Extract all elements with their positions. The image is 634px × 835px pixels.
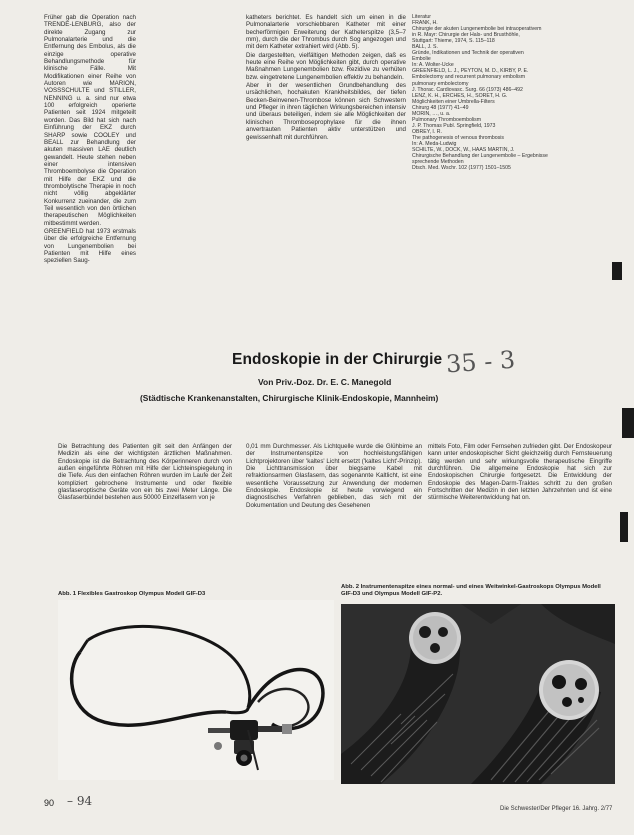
reference-line: Möglichkeiten einer Umbrella-Filters <box>412 98 495 105</box>
reference-line: Embolie <box>412 56 431 63</box>
paragraph: 0,01 mm Durchmesser. Als Lichtquelle wurde die Glühbirne an der Instrumentenspitze von hochleistungsfähigen Lichtprojektoren über 'kaltes' Licht ersetzt ('kaltes Licht'-Prinzip). Die Lichttransmission über biegsame Kabel mit refraktionsarmen Glasfasern, das sogenannte Kaltlicht, ist eine wesentliche Voraussetzung zur Anwendung der modernen Endoskopie. Endoskopie ist heute vorwiegend ein diagnostisches Verfahren geblieben, das sich mit der Dokumentation und Deutung des Gesehenen <box>246 443 422 509</box>
instrument-tips-image <box>341 604 615 784</box>
figure-2-caption: Abb. 2 Instrumentenspitze eines normal- und eines Weitwinkel-Gastroskops Olympus Modell GIF-D3 und Olympus Modell GIF-P2. <box>341 584 601 597</box>
reference-line: J. P. Thomas Publ. Springfield, 1973 <box>412 122 496 129</box>
page-number: 90 <box>44 798 55 808</box>
journal-footer: Die Schwester/Der Pfleger 16. Jahrg. 2/77 <box>500 806 613 812</box>
reference-line: MORIN, …, u. a. <box>412 110 451 117</box>
scan-edge-mark <box>620 512 628 542</box>
references-list <box>412 14 604 264</box>
reference-line: In: A. Wolter-Ucke <box>412 62 454 69</box>
article-institution: (Städtische Krankenanstalten, Chirurgische Klinik-Endoskopie, Mannheim) <box>140 393 439 403</box>
paragraph: mittels Foto, Film oder Fernsehen zufrieden gibt. Der Endoskopeur kann unter endoskopischer Sicht gleichzeitig durch Fernsteuerung tätig werden und sehr wirkungsvolle therapeutische Eingriffe durchführen. Die allgemeine Endoskopie hat sich zur Endoskopischen Chirurgie fortgesetzt. Die Entwicklung der Endoskopie des Magen-Darm-Traktes schritt zu den großen Fortschritten der Medizin in den letzten Jahrzehnten und ist eine stürmische Weiterentwicklung hat on. <box>428 443 612 502</box>
reference-line: J. Thorac. Cardiovasc. Surg. 66 (1973) 486–492 <box>412 86 523 93</box>
reference-line: pulmonary embolectomy <box>412 80 469 87</box>
reference-line: Pulmonary Thromboembolism <box>412 116 482 123</box>
paragraph: GREENFIELD hat 1973 erstmals über die erfolgreiche Entfernung von Lungenembolien bei Patienten mit Hilfe eines speziellen Saug- <box>44 227 136 265</box>
reference-line: Dtsch. Med. Wschr. 102 (1977) 1501–1505 <box>412 165 511 172</box>
scan-edge-mark <box>622 408 634 438</box>
reference-line: Chirurgie der akuten Lungenembolie bei intraoperativem <box>412 26 542 33</box>
paragraph: Die dargestellten, vielfältigen Methoden zeigen, daß es heute eine Reihe von Möglichkeiten gibt, durch operative Maßnahmen Lungenembolien bzw. Rezidive zu verhüten bzw. eingetretene Lungenembolien effektiv zu behandeln. <box>246 51 406 81</box>
paragraph: katheters berichtet. Es handelt sich um einen in die Pulmonalarterie vorschiebbaren Katheter mit einer becherförmigen Erweiterung der Katheterspitze (3,5–7 mm), durch die der Thrombus durch Sog angezogen und mit dem Katheter extrahiert wird (Abb. 5). <box>246 14 406 51</box>
reference-line: BALL, J. S. <box>412 44 438 51</box>
reference-line: OBREY, I. R. <box>412 128 442 135</box>
gastroscope-image <box>58 600 334 780</box>
reference-line: LENZ, K. H., ERCHES, H., SORET, H. G. <box>412 92 508 99</box>
handwritten-annotation: 35 - 3 <box>445 345 517 379</box>
figure-2-photo <box>341 604 615 784</box>
reference-line: in R. Mayr: Chirurgie der Hals- und Brusthöhle, <box>412 32 520 39</box>
top-column-1 <box>44 14 136 265</box>
figure-1-photo <box>58 600 334 780</box>
handwritten-page-number: – 94 <box>67 794 93 808</box>
top-column-2 <box>246 14 406 254</box>
figure-1-caption: Abb. 1 Flexibles Gastroskop Olympus Modell GIF-D3 <box>58 591 206 597</box>
paragraph: Die Betrachtung des Patienten gilt seit den Anfängen der Medizin als eine der wichtigsten ärztlichen Maßnahmen. Endoskopie ist die Betrachtung des Körperinneren durch von außen eingeführte Röhren mit Hilfe der Lichteinspiegelung in die Tiefe. Aus den einfachen Röhren wurden im Laufe der Zeit kompliziert gebrochene Instrumente und oder flexible glasfaseroptische Geräte von ein bis zwei Meter Länge. Die Glasfaserbündel bestehen aus 50000 Einzelfasern von je <box>58 443 232 502</box>
paragraph: Früher gab die Operation nach TRENDE-LENBURG, also der direkte Zugang zur Pulmonalarterie und die Entfernung des Embolus, als die einzige operative Behandlungsmethode für klinische Fälle. Mit Modifikationen einer Reihe von Autoren wie MARION, VOSSSCHULTE und STILLER, NENNING u. a. sind nur etwa 100 erfolgreich operierte Patienten seit 1924 mitgeteilt worden. Das Bild hat sich nach Einführung der EKZ durch SHARP sowie COOLEY und BEALL zur Behandlung der akuten massiven LAE deutlich gewandelt. Heute stehen neben einer intensiven Thromboembolyse die Operation mit Hilfe der EKZ und die thrombolytische Therapie in noch nicht völlig abgeklärter Konkurrenz zueinander, die zum Teil wesentlich von den örtlichen therapeutischen Möglichkeiten mitbestimmt werden. <box>44 14 136 227</box>
reference-line: SCHILTE, W., DOCK, W., HAAS MARTIN, J. <box>412 147 515 154</box>
reference-line: The pathogenesis of venous thrombosis <box>412 134 504 141</box>
reference-line: sprechende Methoden <box>412 159 464 166</box>
reference-line: In: A. Meda-Ludwig <box>412 140 457 147</box>
reference-line: Literatur <box>412 14 432 20</box>
reference-line: GREENFIELD, L. J., PEYTON, M. D., KIRBY, P. E. <box>412 68 529 75</box>
reference-line: Gründe, Indikationen und Technik der operativen <box>412 50 524 57</box>
body-column-2 <box>246 443 422 571</box>
scan-edge-mark <box>612 262 622 280</box>
reference-line: Chirurgische Behandlung der Lungenembolie – Ergebnisse <box>412 153 548 160</box>
paragraph: Aber in der wesentlichen Grundbehandlung des ursächlichen, hochakuten Krankheitsbildes, der tiefen Becken-Beinvenen-Thrombose können sich Schwestern und Pfleger in ihren täglichen Wirkungsbereichen intensiv und überaus beteiligen, indem sie alle Möglichkeiten der klinischen Thromboseprophylaxe für die ihnen anvertrauten Patienten aktiv unterstützen und gewissenhaft mit durchführen. <box>246 82 406 141</box>
reference-line: Embolectomy and recurrent pulmonary embolism <box>412 74 526 81</box>
reference-line: FRANK, H. <box>412 20 438 27</box>
reference-line: Stuttgart: Thieme, 1974, S. 115–118 <box>412 38 495 45</box>
body-column-1 <box>58 443 232 571</box>
article-author: Von Priv.-Doz. Dr. E. C. Manegold <box>258 377 392 387</box>
article-title: Endoskopie in der Chirurgie <box>232 351 443 368</box>
body-column-3 <box>428 443 612 571</box>
reference-line: Chirurg 48 (1977) 41–49 <box>412 104 469 111</box>
